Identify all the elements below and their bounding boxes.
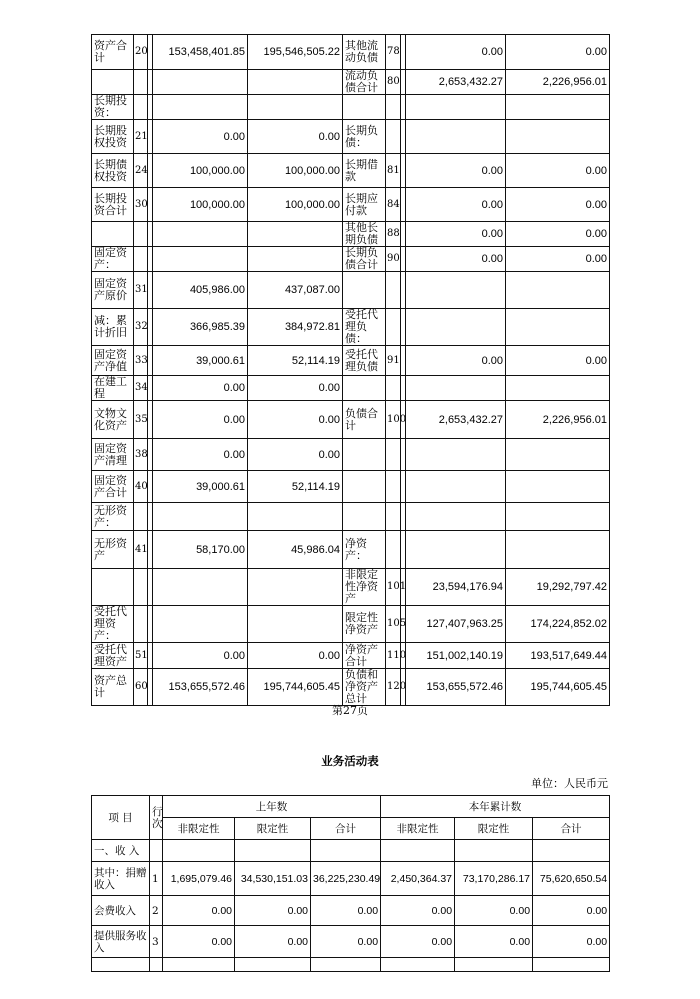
liability-amount-begin: 153,655,572.46 <box>406 669 506 706</box>
liability-amount-end: 0.00 <box>506 346 610 376</box>
liability-label: 负债和净资产总计 <box>343 669 386 706</box>
liability-label: 净资产合计 <box>343 643 386 669</box>
activity-amount <box>455 958 533 972</box>
subheader-cell: 非限定性 <box>163 818 235 840</box>
asset-amount-end <box>248 606 343 643</box>
liability-amount-begin: 127,407,963.25 <box>406 606 506 643</box>
asset-amount-begin <box>153 503 248 531</box>
liability-amount-end <box>506 120 610 154</box>
subheader-cell: 合计 <box>311 818 381 840</box>
liability-amount-end <box>506 376 610 401</box>
liability-amount-end <box>506 95 610 120</box>
balance-row <box>92 309 610 346</box>
balance-row <box>92 70 610 95</box>
asset-label: 固定资产原价 <box>92 272 134 309</box>
asset-amount-begin: 0.00 <box>153 439 248 471</box>
activity-amount <box>455 840 533 862</box>
balance-row <box>92 376 610 401</box>
liability-line-number: 110 <box>386 643 401 669</box>
balance-row <box>92 401 610 439</box>
asset-line-number: 51 <box>134 643 148 669</box>
liability-label <box>343 272 386 309</box>
liability-line-number: 81 <box>386 154 401 188</box>
balance-row <box>92 222 610 247</box>
liability-line-number: 80 <box>386 70 401 95</box>
asset-amount-end: 0.00 <box>248 643 343 669</box>
asset-line-number: 32 <box>134 309 148 346</box>
asset-amount-begin: 0.00 <box>153 376 248 401</box>
asset-amount-begin <box>153 569 248 606</box>
activity-amount: 0.00 <box>311 896 381 926</box>
asset-label: 长期投资： <box>92 95 134 120</box>
activity-amount: 0.00 <box>235 926 311 958</box>
activity-amount <box>533 958 610 972</box>
asset-amount-end: 100,000.00 <box>248 154 343 188</box>
activity-row <box>92 840 610 862</box>
asset-label: 资产合计 <box>92 35 134 70</box>
last-year-header: 上年数 <box>163 796 381 818</box>
activity-amount: 1,695,079.46 <box>163 862 235 896</box>
balance-row <box>92 606 610 643</box>
balance-row <box>92 95 610 120</box>
asset-amount-end: 0.00 <box>248 376 343 401</box>
liability-label <box>343 376 386 401</box>
liability-amount-begin <box>406 376 506 401</box>
header-row <box>92 796 610 818</box>
balance-row <box>92 247 610 272</box>
liability-label <box>343 95 386 120</box>
liability-amount-end: 193,517,649.44 <box>506 643 610 669</box>
liability-line-number <box>386 309 401 346</box>
asset-line-number <box>134 70 148 95</box>
asset-label: 无形资产 <box>92 531 134 569</box>
activity-item-label: 其中：捐赠收入 <box>92 862 150 896</box>
liability-label: 长期借款 <box>343 154 386 188</box>
asset-amount-begin: 153,655,572.46 <box>153 669 248 706</box>
asset-line-number: 38 <box>134 439 148 471</box>
liability-amount-begin: 0.00 <box>406 154 506 188</box>
liability-line-number: 91 <box>386 346 401 376</box>
asset-amount-end: 52,114.19 <box>248 346 343 376</box>
activity-amount: 36,225,230.49 <box>311 862 381 896</box>
liability-amount-begin <box>406 531 506 569</box>
asset-label: 资产总计 <box>92 669 134 706</box>
liability-label: 净资产： <box>343 531 386 569</box>
liability-label: 负债合计 <box>343 401 386 439</box>
activity-amount <box>163 840 235 862</box>
liability-amount-begin <box>406 120 506 154</box>
liability-amount-end: 0.00 <box>506 154 610 188</box>
activity-line-number <box>150 958 163 972</box>
asset-amount-begin: 0.00 <box>153 401 248 439</box>
asset-amount-end: 384,972.81 <box>248 309 343 346</box>
activity-item-label: 一、收 入 <box>92 840 150 862</box>
activity-item-label <box>92 958 150 972</box>
asset-amount-begin: 58,170.00 <box>153 531 248 569</box>
asset-amount-end <box>248 569 343 606</box>
liability-amount-end: 0.00 <box>506 188 610 222</box>
asset-line-number: 31 <box>134 272 148 309</box>
asset-label <box>92 70 134 95</box>
liability-label <box>343 439 386 471</box>
subheader-cell: 限定性 <box>455 818 533 840</box>
page-number: 第27页 <box>332 704 368 717</box>
liability-label <box>343 471 386 503</box>
activity-line-number <box>150 840 163 862</box>
liability-line-number <box>386 471 401 503</box>
asset-line-number: 35 <box>134 401 148 439</box>
liability-amount-begin: 0.00 <box>406 346 506 376</box>
balance-row <box>92 439 610 471</box>
activity-amount: 0.00 <box>235 896 311 926</box>
asset-label: 无形资产： <box>92 503 134 531</box>
liability-amount-begin <box>406 439 506 471</box>
asset-amount-begin: 366,985.39 <box>153 309 248 346</box>
liability-line-number <box>386 531 401 569</box>
liability-line-number <box>386 272 401 309</box>
asset-amount-begin <box>153 606 248 643</box>
asset-label: 长期投资合计 <box>92 188 134 222</box>
asset-line-number <box>134 569 148 606</box>
asset-label: 受托代理资产： <box>92 606 134 643</box>
asset-line-number: 60 <box>134 669 148 706</box>
asset-label: 文物文化资产 <box>92 401 134 439</box>
asset-line-number <box>134 247 148 272</box>
asset-line-number: 41 <box>134 531 148 569</box>
activity-amount: 0.00 <box>533 926 610 958</box>
balance-row <box>92 569 610 606</box>
activity-amount: 75,620,650.54 <box>533 862 610 896</box>
activity-amount: 2,450,364.37 <box>381 862 455 896</box>
asset-label: 长期股权投资 <box>92 120 134 154</box>
liability-amount-end <box>506 272 610 309</box>
currency-unit: 单位：人民币元 <box>531 777 608 790</box>
liability-amount-end <box>506 503 610 531</box>
asset-amount-end: 437,087.00 <box>248 272 343 309</box>
activity-amount: 0.00 <box>533 896 610 926</box>
liability-line-number: 105 <box>386 606 401 643</box>
liability-amount-begin <box>406 309 506 346</box>
liability-amount-begin: 2,653,432.27 <box>406 70 506 95</box>
asset-line-number: 21 <box>134 120 148 154</box>
asset-label <box>92 222 134 247</box>
liability-amount-begin: 23,594,176.94 <box>406 569 506 606</box>
liability-label: 长期应付款 <box>343 188 386 222</box>
activity-amount <box>381 958 455 972</box>
balance-row <box>92 669 610 706</box>
asset-amount-end <box>248 222 343 247</box>
liability-line-number: 84 <box>386 188 401 222</box>
asset-amount-begin <box>153 95 248 120</box>
asset-amount-begin <box>153 247 248 272</box>
liability-amount-begin <box>406 95 506 120</box>
liability-label: 其他流动负债 <box>343 35 386 70</box>
activity-amount <box>381 840 455 862</box>
liability-amount-end: 2,226,956.01 <box>506 401 610 439</box>
asset-amount-end <box>248 503 343 531</box>
balance-row <box>92 272 610 309</box>
activity-amount: 0.00 <box>455 926 533 958</box>
asset-line-number <box>134 503 148 531</box>
asset-label: 固定资产清理 <box>92 439 134 471</box>
activity-statement-table <box>91 795 610 972</box>
activity-amount: 0.00 <box>381 896 455 926</box>
liability-amount-end <box>506 309 610 346</box>
balance-row <box>92 531 610 569</box>
asset-amount-end: 195,744,605.45 <box>248 669 343 706</box>
activity-amount: 34,530,151.03 <box>235 862 311 896</box>
asset-line-number: 24 <box>134 154 148 188</box>
subheader-cell: 合计 <box>533 818 610 840</box>
asset-amount-begin: 405,986.00 <box>153 272 248 309</box>
asset-line-number: 34 <box>134 376 148 401</box>
liability-amount-begin <box>406 272 506 309</box>
asset-amount-begin <box>153 70 248 95</box>
activity-amount: 0.00 <box>311 926 381 958</box>
liability-amount-begin: 0.00 <box>406 222 506 247</box>
asset-label: 受托代理资产 <box>92 643 134 669</box>
liability-amount-begin: 2,653,432.27 <box>406 401 506 439</box>
activity-line-number: 2 <box>150 896 163 926</box>
balance-row <box>92 188 610 222</box>
asset-label: 固定资产净值 <box>92 346 134 376</box>
asset-amount-begin: 0.00 <box>153 643 248 669</box>
liability-line-number <box>386 503 401 531</box>
asset-line-number: 20 <box>134 35 148 70</box>
asset-line-number: 33 <box>134 346 148 376</box>
asset-amount-end <box>248 95 343 120</box>
asset-line-number: 40 <box>134 471 148 503</box>
activity-statement-title: 业务活动表 <box>321 754 379 768</box>
balance-row <box>92 643 610 669</box>
subheader-cell: 限定性 <box>235 818 311 840</box>
asset-amount-begin: 153,458,401.85 <box>153 35 248 70</box>
liability-amount-begin: 0.00 <box>406 247 506 272</box>
balance-sheet-table <box>91 34 610 706</box>
asset-label: 减：累计折旧 <box>92 309 134 346</box>
asset-label: 长期债权投资 <box>92 154 134 188</box>
liability-label: 流动负债合计 <box>343 70 386 95</box>
liability-amount-end: 0.00 <box>506 222 610 247</box>
asset-label: 固定资产： <box>92 247 134 272</box>
asset-line-number <box>134 222 148 247</box>
asset-line-number: 30 <box>134 188 148 222</box>
liability-amount-end <box>506 439 610 471</box>
subheader-cell: 非限定性 <box>381 818 455 840</box>
asset-amount-begin: 100,000.00 <box>153 188 248 222</box>
asset-amount-begin: 39,000.61 <box>153 471 248 503</box>
asset-amount-end: 0.00 <box>248 439 343 471</box>
liability-line-number: 78 <box>386 35 401 70</box>
activity-amount <box>533 840 610 862</box>
this-year-header: 本年累计数 <box>381 796 610 818</box>
liability-amount-end <box>506 531 610 569</box>
asset-line-number <box>134 606 148 643</box>
liability-amount-end: 19,292,797.42 <box>506 569 610 606</box>
activity-row <box>92 896 610 926</box>
activity-amount: 73,170,286.17 <box>455 862 533 896</box>
activity-amount <box>311 958 381 972</box>
asset-amount-end: 45,986.04 <box>248 531 343 569</box>
liability-amount-end: 0.00 <box>506 35 610 70</box>
liability-amount-begin <box>406 503 506 531</box>
liability-amount-end: 0.00 <box>506 247 610 272</box>
liability-line-number <box>386 120 401 154</box>
activity-row <box>92 862 610 896</box>
liability-label: 其他长期负债 <box>343 222 386 247</box>
asset-amount-end <box>248 247 343 272</box>
liability-line-number: 88 <box>386 222 401 247</box>
activity-amount: 0.00 <box>455 896 533 926</box>
asset-amount-begin: 0.00 <box>153 120 248 154</box>
activity-amount <box>235 840 311 862</box>
balance-row <box>92 503 610 531</box>
activity-line-number: 3 <box>150 926 163 958</box>
asset-label: 在建工程 <box>92 376 134 401</box>
liability-amount-begin: 151,002,140.19 <box>406 643 506 669</box>
liability-amount-begin: 0.00 <box>406 188 506 222</box>
liability-line-number <box>386 439 401 471</box>
liability-line-number: 101 <box>386 569 401 606</box>
liability-label <box>343 503 386 531</box>
subheader-row <box>92 818 610 840</box>
liability-line-number: 90 <box>386 247 401 272</box>
liability-amount-end: 2,226,956.01 <box>506 70 610 95</box>
activity-row <box>92 958 610 972</box>
liability-amount-begin <box>406 471 506 503</box>
activity-amount: 0.00 <box>381 926 455 958</box>
liability-label: 长期负债： <box>343 120 386 154</box>
asset-label <box>92 569 134 606</box>
liability-amount-begin: 0.00 <box>406 35 506 70</box>
activity-amount: 0.00 <box>163 896 235 926</box>
asset-amount-end: 52,114.19 <box>248 471 343 503</box>
asset-amount-end: 0.00 <box>248 120 343 154</box>
activity-item-label: 会费收入 <box>92 896 150 926</box>
asset-amount-begin: 39,000.61 <box>153 346 248 376</box>
asset-amount-end <box>248 70 343 95</box>
liability-amount-end <box>506 471 610 503</box>
liability-label: 非限定性净资产 <box>343 569 386 606</box>
activity-item-label: 提供服务收入 <box>92 926 150 958</box>
asset-line-number <box>134 95 148 120</box>
liability-line-number <box>386 95 401 120</box>
asset-amount-end: 0.00 <box>248 401 343 439</box>
item-header: 项 目 <box>92 796 150 840</box>
balance-row <box>92 35 610 70</box>
activity-amount <box>311 840 381 862</box>
asset-amount-begin <box>153 222 248 247</box>
balance-row <box>92 346 610 376</box>
balance-row <box>92 154 610 188</box>
liability-amount-end: 195,744,605.45 <box>506 669 610 706</box>
liability-line-number: 120 <box>386 669 401 706</box>
liability-label: 受托代理负债 <box>343 346 386 376</box>
asset-label: 固定资产合计 <box>92 471 134 503</box>
activity-amount <box>163 958 235 972</box>
line-header: 行次 <box>150 796 163 840</box>
liability-label: 受托代理负债： <box>343 309 386 346</box>
balance-row <box>92 471 610 503</box>
liability-amount-end: 174,224,852.02 <box>506 606 610 643</box>
liability-line-number <box>386 376 401 401</box>
activity-amount: 0.00 <box>163 926 235 958</box>
liability-label: 长期负债合计 <box>343 247 386 272</box>
activity-row <box>92 926 610 958</box>
asset-amount-end: 100,000.00 <box>248 188 343 222</box>
balance-row <box>92 120 610 154</box>
liability-line-number: 100 <box>386 401 401 439</box>
asset-amount-begin: 100,000.00 <box>153 154 248 188</box>
activity-line-number: 1 <box>150 862 163 896</box>
activity-amount <box>235 958 311 972</box>
asset-amount-end: 195,546,505.22 <box>248 35 343 70</box>
liability-label: 限定性净资产 <box>343 606 386 643</box>
